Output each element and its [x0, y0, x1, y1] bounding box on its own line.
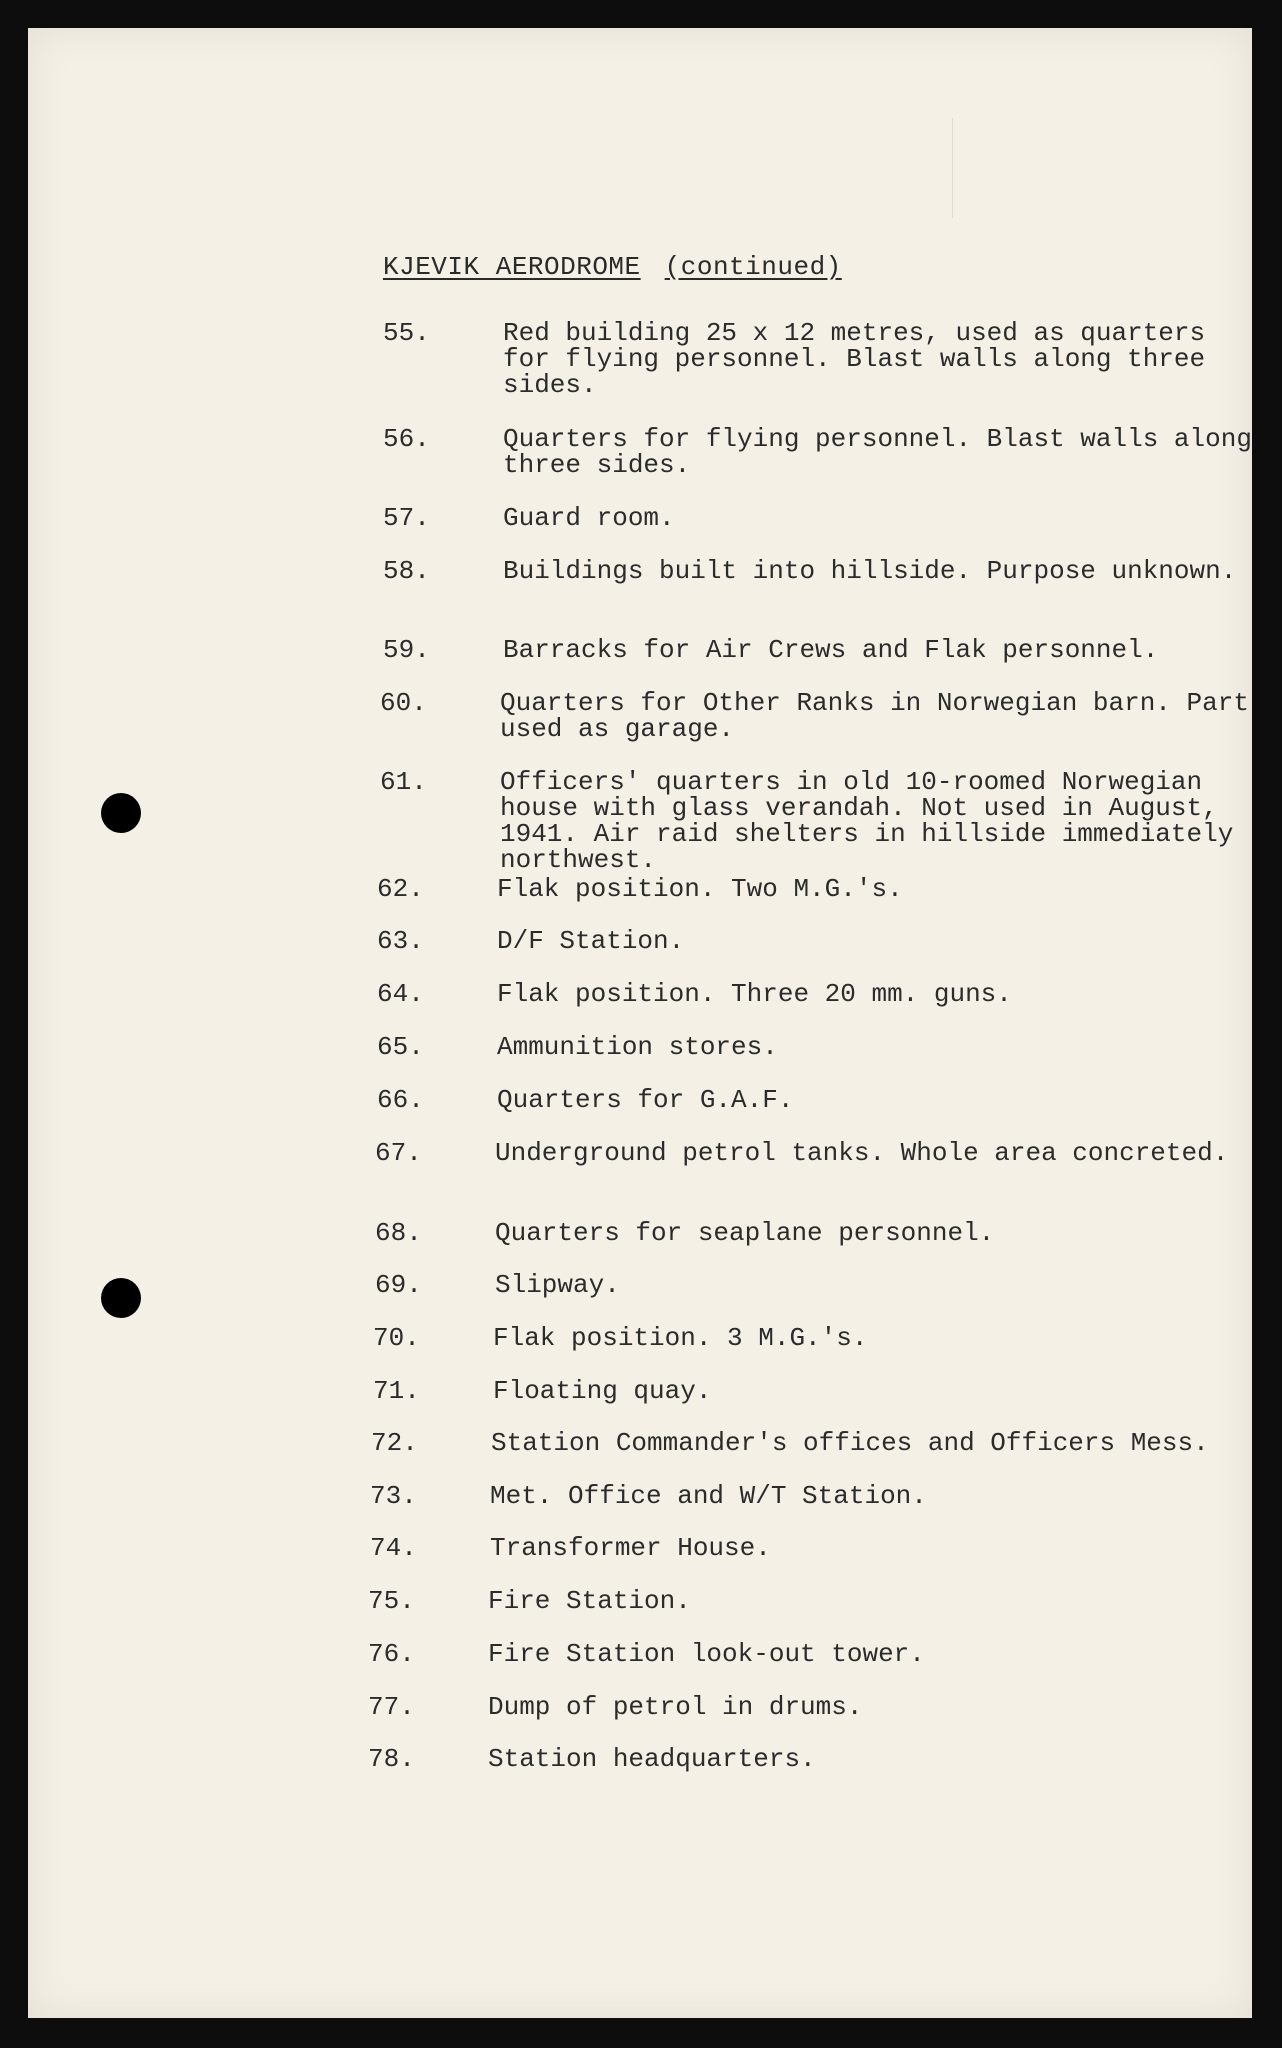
entry-text: Station headquarters. [488, 1744, 816, 1774]
entry-number: 64. [377, 979, 424, 1009]
entry-text: Flak position. Three 20 mm. guns. [497, 979, 1012, 1009]
entry-text: Quarters for G.A.F. [497, 1085, 794, 1115]
entry-number: 61. [380, 767, 427, 797]
list-item [368, 1588, 1248, 1614]
list-item [380, 690, 1260, 742]
document-page [28, 28, 1252, 2018]
entry-number: 69. [375, 1270, 422, 1300]
entry-number: 67. [375, 1138, 422, 1168]
entry-number: 56. [383, 424, 430, 454]
list-item [383, 320, 1263, 398]
list-item [377, 1034, 1257, 1060]
list-item [373, 1325, 1253, 1351]
list-item [375, 1140, 1255, 1166]
list-item [383, 637, 1263, 663]
entry-text: Buildings built into hillside. Purpose unknown. [503, 556, 1237, 586]
list-item [373, 1378, 1253, 1404]
entry-number: 63. [377, 926, 424, 956]
list-item [371, 1430, 1251, 1456]
entry-text: Ammunition stores. [497, 1032, 778, 1062]
list-item [377, 928, 1257, 954]
entry-number: 59. [383, 635, 430, 665]
entry-number: 76. [368, 1639, 415, 1669]
entry-number: 68. [375, 1218, 422, 1248]
list-item [375, 1272, 1255, 1298]
entry-text: Station Commander's offices and Officers Mess. [491, 1428, 1209, 1458]
list-item [370, 1535, 1250, 1561]
entry-number: 57. [383, 503, 430, 533]
entry-text: Guard room. [503, 503, 675, 533]
entry-text: Slipway. [495, 1270, 620, 1300]
list-item [383, 426, 1263, 478]
entry-number: 60. [380, 688, 427, 718]
list-item [383, 558, 1263, 584]
entry-number: 65. [377, 1032, 424, 1062]
entry-number: 58. [383, 556, 430, 586]
list-item [368, 1694, 1248, 1720]
entry-list [28, 28, 1252, 2018]
entry-number: 74. [370, 1533, 417, 1563]
list-item [380, 769, 1260, 873]
list-item [368, 1641, 1248, 1667]
list-item [377, 1087, 1257, 1113]
entry-text: Red building 25 x 12 metres, used as quarters for flying personnel. Blast walls along three sides. [503, 318, 1206, 400]
entry-number: 77. [368, 1692, 415, 1722]
heading-continued: (continued) [664, 252, 842, 282]
entry-text: Quarters for seaplane personnel. [495, 1218, 995, 1248]
entry-text: Dump of petrol in drums. [488, 1692, 863, 1722]
list-item [377, 981, 1257, 1007]
entry-text: Fire Station. [488, 1586, 691, 1616]
list-item [368, 1746, 1248, 1772]
entry-text: Transformer House. [490, 1533, 771, 1563]
entry-text: Quarters for flying personnel. Blast walls along three sides. [503, 424, 1252, 480]
entry-text: Met. Office and W/T Station. [490, 1481, 927, 1511]
entry-number: 71. [373, 1376, 420, 1406]
entry-number: 75. [368, 1586, 415, 1616]
entry-text: Flak position. 3 M.G.'s. [493, 1323, 868, 1353]
entry-number: 55. [383, 318, 430, 348]
list-item [370, 1483, 1250, 1509]
entry-text: Fire Station look-out tower. [488, 1639, 925, 1669]
entry-number: 62. [377, 874, 424, 904]
heading-title: KJEVIK AERODROME [383, 252, 641, 282]
entry-number: 73. [370, 1481, 417, 1511]
entry-text: D/F Station. [497, 926, 685, 956]
entry-number: 72. [371, 1428, 418, 1458]
entry-text: Officers' quarters in old 10-roomed Norwegian house with glass verandah. Not used in August, 1941. Air raid shelters in hillside immediately northwest. [500, 767, 1234, 875]
entry-text: Underground petrol tanks. Whole area concreted. [495, 1138, 1229, 1168]
entry-number: 66. [377, 1085, 424, 1115]
entry-text: Floating quay. [493, 1376, 712, 1406]
list-item [375, 1220, 1255, 1246]
entry-number: 78. [368, 1744, 415, 1774]
entry-text: Barracks for Air Crews and Flak personnel. [503, 635, 1159, 665]
entry-text: Flak position. Two M.G.'s. [497, 874, 903, 904]
entry-number: 70. [373, 1323, 420, 1353]
list-item [377, 876, 1257, 902]
entry-text: Quarters for Other Ranks in Norwegian barn. Part used as garage. [500, 688, 1249, 744]
list-item [383, 505, 1263, 531]
